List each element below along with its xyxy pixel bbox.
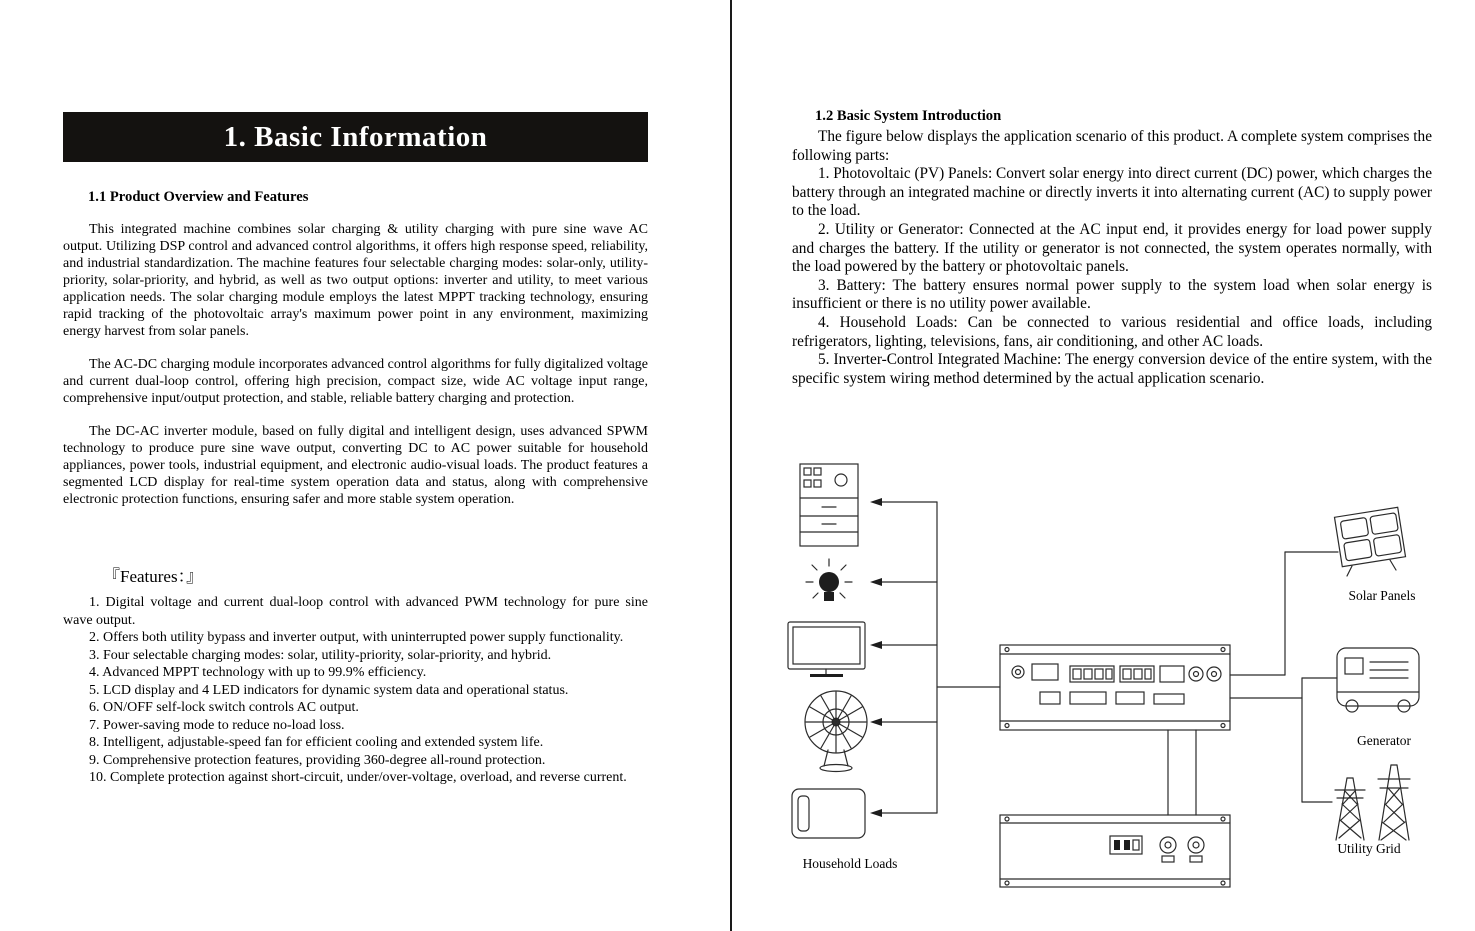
section-heading-1-2: 1.2 Basic System Introduction	[815, 108, 1002, 124]
light-bulb-icon	[806, 559, 852, 601]
transmission-tower-icon	[1378, 765, 1410, 840]
chapter-title: 1. Basic Information	[223, 120, 488, 153]
system-diagram	[740, 440, 1475, 931]
system-intro-paragraph: The figure below displays the application scenario of this product. A complete system comprises the following parts:	[792, 128, 1432, 164]
solar-panel-leg	[1390, 560, 1396, 570]
feature-item-7: 7. Power-saving mode to reduce no-load loss.	[89, 717, 345, 733]
load-bus-lines	[870, 498, 1000, 817]
inverter-unit	[1000, 645, 1230, 730]
solar-panel-icon	[1334, 507, 1405, 566]
chapter-banner	[63, 112, 648, 162]
system-item-1: 1. Photovoltaic (PV) Panels: Convert solar energy into direct current (DC) power, which charges the battery through an integrated machine or directly inverts it into alternating current (AC) to supply power to the load.	[792, 165, 1432, 220]
system-item-4: 4. Household Loads: Can be connected to various residential and office loads, including refrigerators, lighting, televisions, fans, air conditioning, and other AC loads.	[792, 313, 1432, 350]
feature-item-10: 10. Complete protection against short-circuit, under/over-voltage, overload, and reverse current.	[89, 770, 627, 785]
system-item-2: 2. Utility or Generator: Connected at the AC input end, it provides energy for load power supply and charges the battery. If the utility or generator is not connected, the system operates normally, with the load powered by the battery or photovoltaic panels.	[792, 220, 1432, 276]
solar-panels-label: Solar Panels	[1348, 588, 1416, 603]
refrigerator-icon	[800, 464, 858, 546]
feature-item-3: 3. Four selectable charging modes: solar, utility-priority, solar-priority, and hybrid.	[89, 647, 552, 663]
feature-item-9: 9. Comprehensive protection features, providing 360-degree all-round protection.	[89, 752, 546, 768]
overview-paragraph-3: The DC-AC inverter module, based on fully digital and intelligent design, uses advanced SPWM technology to produce pure sine wave output, converting DC to AC power suitable for household appliances, power tools, industrial equipment, and electronic audio-visual loads. The product features a segmented LCD display for real-time system operation data and status, along with comprehensive electronic protection functions, ensuring safer and more stable system operation.	[63, 424, 648, 507]
household-loads-label: Household Loads	[802, 856, 898, 871]
battery-wires	[1168, 730, 1196, 815]
feature-item-1: 1. Digital voltage and current dual-loop control with advanced PWM technology for pure sine wave output.	[63, 595, 648, 628]
tablet-icon	[792, 789, 865, 838]
system-item-5: 5. Inverter-Control Integrated Machine: The energy conversion device of the entire system, with the specific system wiring method determined by the actual application scenario.	[792, 351, 1432, 387]
left-page	[63, 112, 648, 787]
system-item-3: 3. Battery: The battery ensures normal power supply to the system load when solar energy is insufficient or there is no utility power available.	[792, 276, 1432, 313]
section-heading-1-1: 1.1 Product Overview and Features	[88, 189, 309, 205]
monitor-icon	[788, 622, 865, 677]
feature-item-2: 2. Offers both utility bypass and inverter output, with uninterrupted power supply functionality.	[89, 630, 624, 645]
solar-panel-leg	[1347, 566, 1352, 576]
generator-label: Generator	[1357, 733, 1411, 748]
overview-paragraph-1: This integrated machine combines solar charging & utility charging with pure sine wave AC output. Utilizing DSP control and advanced control algorithms, it offers high response speed, reliability, and industrial standardization. The machine features four selectable charging modes: solar-only, utility-priority, solar-priority, and hybrid, as well as two output options: inverter and utility, to meet various application needs. The solar charging module employs the latest MPPT tracking technology, ensuring rapid tracking of the photovoltaic array's maximum power point in any environment, maximizing energy harvest from solar panels.	[63, 222, 648, 339]
feature-item-8: 8. Intelligent, adjustable-speed fan for efficient cooling and extended system life.	[89, 735, 544, 750]
page-divider	[730, 0, 732, 931]
utility-grid-label: Utility Grid	[1337, 841, 1401, 856]
feature-item-5: 5. LCD display and 4 LED indicators for dynamic system data and operational status.	[89, 682, 569, 698]
fan-icon	[805, 691, 867, 772]
right-page	[792, 108, 1432, 388]
feature-item-6: 6. ON/OFF self-lock switch controls AC output.	[89, 700, 359, 715]
features-heading: 『Features：』	[103, 567, 204, 586]
generator-icon	[1337, 648, 1419, 712]
battery-unit	[1000, 815, 1230, 887]
transmission-tower-icon	[1335, 778, 1365, 840]
feature-item-4: 4. Advanced MPPT technology with up to 99.9% efficiency.	[89, 665, 427, 680]
overview-paragraph-2: The AC-DC charging module incorporates advanced control algorithms for fully digitalized voltage and current dual-loop control, offering high precision, compact size, wide AC voltage input range, comprehensive input/output protection, and stable, reliable battery charging and protection.	[63, 357, 648, 406]
